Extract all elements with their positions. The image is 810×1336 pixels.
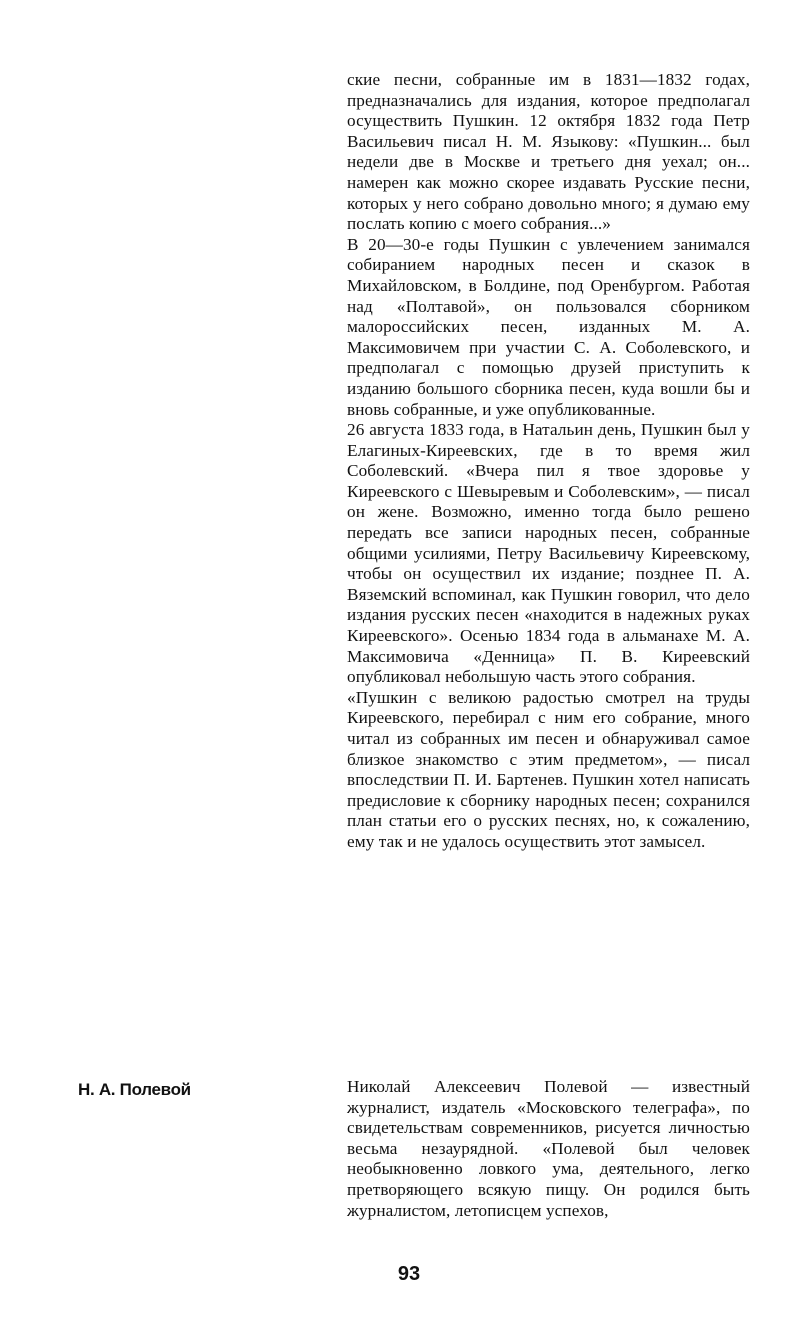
paragraph-polevoy-intro: Николай Алексеевич Полевой — известный журналист, издатель «Московского телеграфа», по свидетельствам современников, рисуется личностью весьма незаурядной. «Полевой был человек необыкновенно ловкого ума, деятельного, легко претворяющего всякую пищу. Он родился быть журналистом, летописцем успехов, — [347, 1077, 750, 1220]
paragraph-august-1833: 26 августа 1833 года, в Натальин день, Пушкин был у Елагиных-Киреевских, где в то время жил Соболевский. «Вчера пил я твое здоровье у Киреевского с Шевыревым и Соболевским», — писал он жене. Возможно, именно тогда было решено передать все записи народных песен, собранные общими усилиями, Петру Васильевичу Киреевскому, чтобы он осуществил их издание; позднее П. А. Вяземский вспоминал, как Пушкин говорил, что дело издания русских песен «находится в надежных руках Киреевского». Осенью 1834 года в альманахе М. А. Максимовича «Денница» П. В. Киреевский опубликовал небольшую часть этого собрания. — [347, 420, 750, 687]
paragraph-pushkin-collecting: В 20—30-е годы Пушкин с увлечением занимался собиранием народных песен и сказок в Михайловском, в Болдине, под Оренбургом. Работая над «Полтавой», он пользовался сборником малороссийских песен, изданных М. А. Максимовичем при участии С. А. Соболевского, и предполагал с помощью друзей приступить к изданию большого сборника песен, куда вошли бы и вновь собранные, и уже опубликованные. — [347, 234, 750, 419]
polevoy-text-column — [347, 1077, 750, 1221]
page-number — [0, 1263, 810, 1286]
page-number-label: 93 — [397, 1263, 421, 1285]
section-heading-polevoy: Н. А. Полевой — [78, 1080, 191, 1099]
paragraph-kireevsky-songs: ские песни, собранные им в 1831—1832 годах, предназначались для издания, которое предполагал осуществить Пушкин. 12 октября 1832 года Петр Васильевич писал Н. М. Языкову: «Пушкин... был недели две в Москве и третьего дня уехал; он... намерен как можно скорее издавать Русские песни, которых у него собрано довольно много; я думаю ему послать копию с моего собрания...» — [347, 70, 750, 234]
main-text-column — [347, 70, 750, 853]
paragraph-bartenev-quote: «Пушкин с великою радостью смотрел на труды Киреевского, перебирал с ним его собрание, много читал из собранных им песен и обнаруживал самое близкое знакомство с этим предметом», — писал впоследствии П. И. Бартенев. Пушкин хотел написать предисловие к сборнику народных песен; сохранился план статьи его о русских песнях, но, к сожалению, ему так и не удалось осуществить этот замысел. — [347, 687, 750, 851]
